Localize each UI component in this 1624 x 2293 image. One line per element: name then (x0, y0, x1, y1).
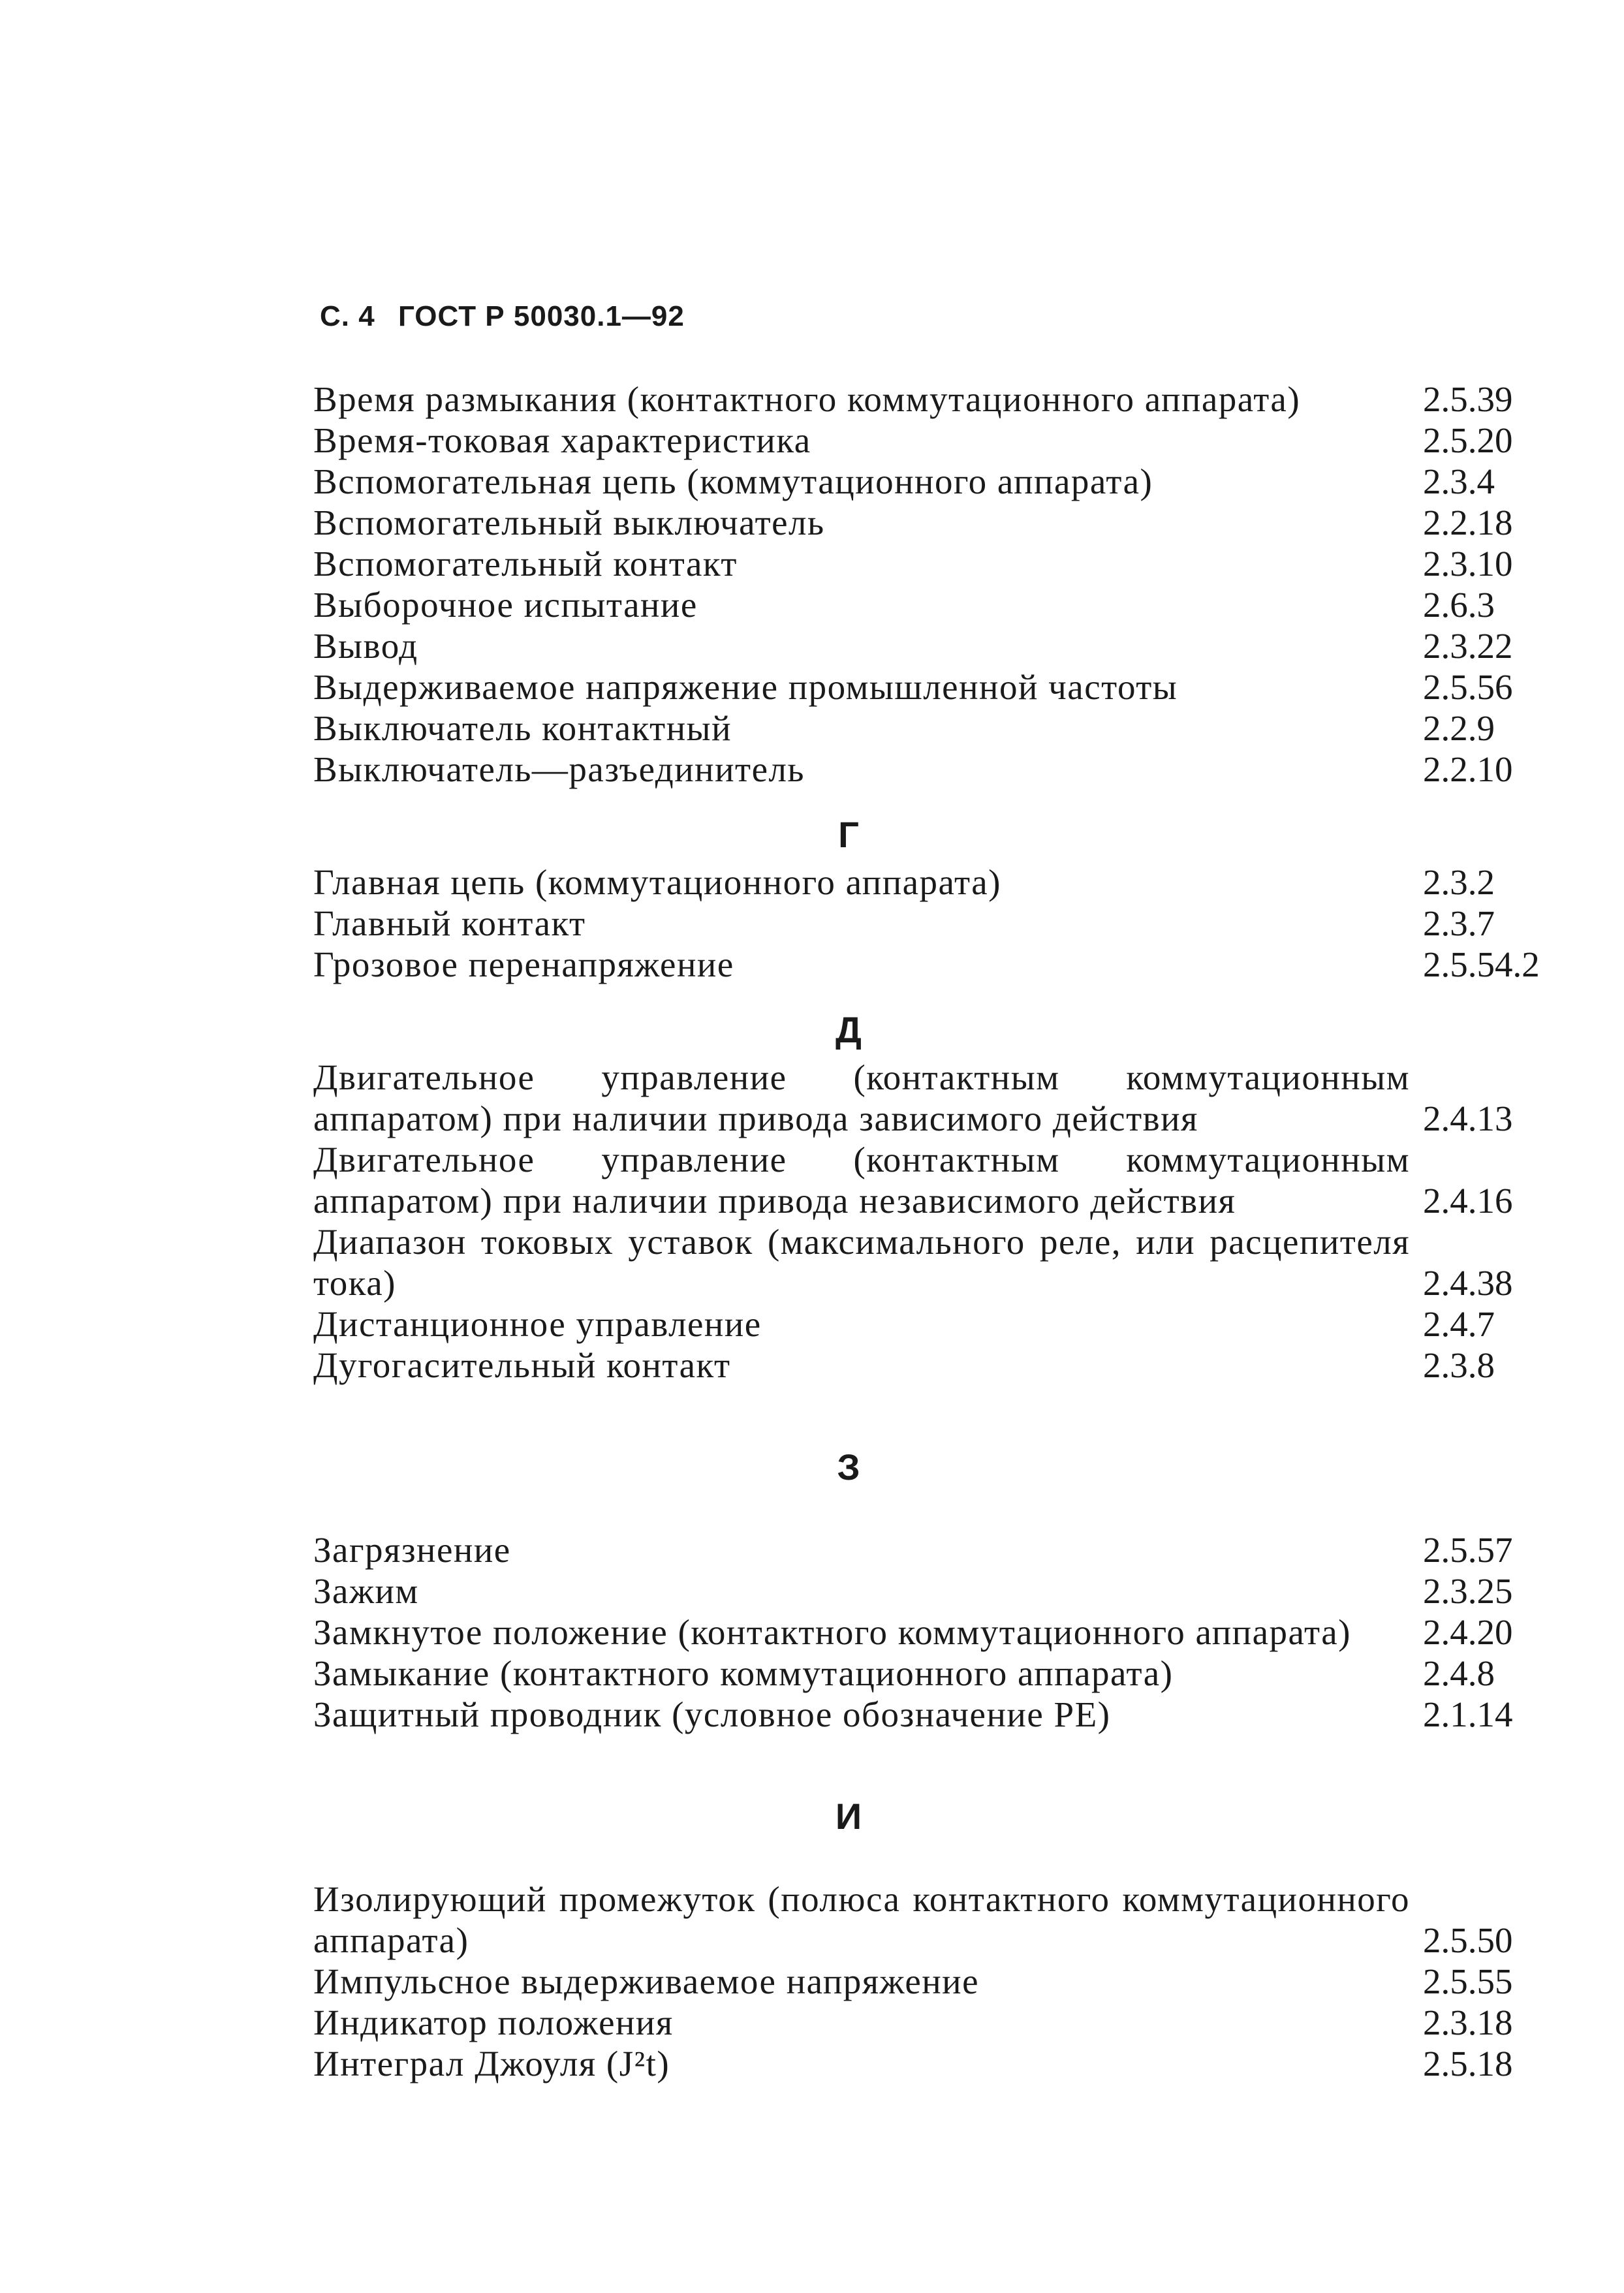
entry-term: Главная цепь (коммутационного аппарата) (313, 862, 1001, 902)
entry-ref: 2.2.10 (1423, 749, 1513, 789)
index-entry (313, 2002, 1580, 2043)
section-z (313, 1529, 1580, 1735)
entry-term: Время-токовая характеристика (313, 420, 811, 460)
entry-ref: 2.5.18 (1423, 2044, 1513, 2083)
entry-term: Замкнутое положение (контактного коммутационного аппарата) (313, 1612, 1351, 1652)
entry-ref: 2.2.9 (1423, 708, 1495, 748)
entry-ref: 2.5.56 (1423, 667, 1513, 707)
term-index (313, 379, 1580, 2084)
entry-term: Время размыкания (контактного коммутационного аппарата) (313, 379, 1301, 419)
entry-term: Выключатель—разъединитель (313, 749, 805, 789)
entry-term: Интеграл Джоуля (J²t) (313, 2044, 670, 2083)
index-entry (313, 1694, 1580, 1735)
entry-ref: 2.5.54.2 (1423, 944, 1540, 984)
entry-ref: 2.3.22 (1423, 626, 1513, 666)
entry-term: Вспомогательный выключатель (313, 503, 825, 542)
index-entry (313, 2043, 1580, 2084)
entry-ref: 2.4.38 (1423, 1263, 1513, 1303)
entry-term: Загрязнение (313, 1530, 511, 1570)
section-letter-i: И (835, 1796, 862, 1837)
index-entry (313, 502, 1580, 543)
index-entry (313, 1879, 1580, 1961)
entry-term: Выдерживаемое напряжение промышленной частоты (313, 667, 1178, 707)
entry-term: Изолирующий промежуток (полюса контактного коммутационного аппарата) (313, 1879, 1410, 1960)
entry-term: Грозовое перенапряжение (313, 944, 734, 984)
entry-ref: 2.2.18 (1423, 503, 1513, 542)
index-entry (313, 1612, 1580, 1653)
section-letter-z: З (837, 1446, 860, 1488)
section-letter-d: Д (835, 1009, 862, 1050)
index-entry (313, 903, 1580, 944)
entry-ref: 2.3.4 (1423, 461, 1495, 501)
entry-ref: 2.3.2 (1423, 862, 1495, 902)
section-g (313, 862, 1580, 985)
index-entry (313, 666, 1580, 708)
entry-term: Импульсное выдерживаемое напряжение (313, 1961, 980, 2001)
entry-ref: 2.5.50 (1423, 1920, 1513, 1960)
index-entry (313, 1057, 1580, 1139)
index-entry (313, 1139, 1580, 1221)
index-entry (313, 420, 1580, 461)
entry-ref: 2.3.10 (1423, 544, 1513, 584)
index-entry (313, 1570, 1580, 1612)
section-v (313, 379, 1580, 790)
section-i (313, 1879, 1580, 2084)
entry-term: Двигательное управление (контактным коммутационным аппаратом) при наличии привода независимого действия (313, 1140, 1410, 1221)
index-entry (313, 749, 1580, 790)
entry-ref: 2.1.14 (1423, 1694, 1513, 1734)
page-number: С. 4 (320, 300, 375, 332)
index-entry (313, 1303, 1580, 1345)
page-header (320, 300, 685, 333)
index-entry (313, 862, 1580, 903)
entry-term: Защитный проводник (условное обозначение PE) (313, 1694, 1111, 1734)
entry-term: Зажим (313, 1571, 419, 1611)
document-title: ГОСТ Р 50030.1—92 (398, 300, 685, 332)
entry-ref: 2.3.18 (1423, 2003, 1513, 2042)
entry-term: Выключатель контактный (313, 708, 732, 748)
entry-term: Вспомогательная цепь (коммутационного аппарата) (313, 461, 1153, 501)
index-entry (313, 708, 1580, 749)
index-entry (313, 1653, 1580, 1694)
section-letter-g: Г (838, 814, 859, 855)
index-entry (313, 1529, 1580, 1570)
entry-ref: 2.5.20 (1423, 420, 1513, 460)
entry-ref: 2.3.25 (1423, 1571, 1513, 1611)
index-entry (313, 1961, 1580, 2002)
index-entry (313, 1345, 1580, 1386)
section-d (313, 1057, 1580, 1386)
entry-term: Замыкание (контактного коммутационного аппарата) (313, 1653, 1174, 1693)
index-entry (313, 461, 1580, 502)
entry-ref: 2.5.39 (1423, 379, 1513, 419)
index-entry (313, 1221, 1580, 1303)
entry-ref: 2.3.8 (1423, 1345, 1495, 1385)
entry-ref: 2.5.57 (1423, 1530, 1513, 1570)
entry-ref: 2.4.20 (1423, 1612, 1513, 1652)
index-entry (313, 543, 1580, 584)
entry-ref: 2.4.8 (1423, 1653, 1495, 1693)
entry-term: Вспомогательный контакт (313, 544, 738, 584)
index-entry (313, 944, 1580, 985)
entry-term: Главный контакт (313, 903, 586, 943)
entry-term: Дистанционное управление (313, 1304, 762, 1344)
index-entry (313, 625, 1580, 666)
entry-ref: 2.6.3 (1423, 585, 1495, 625)
index-entry (313, 379, 1580, 420)
entry-ref: 2.5.55 (1423, 1961, 1513, 2001)
entry-ref: 2.4.16 (1423, 1181, 1513, 1221)
entry-term: Индикатор положения (313, 2003, 674, 2042)
entry-term: Диапазон токовых уставок (максимального реле, или расцепителя тока) (313, 1222, 1410, 1303)
entry-term: Вывод (313, 626, 418, 666)
entry-term: Двигательное управление (контактным коммутационным аппаратом) при наличии привода зависимого действия (313, 1057, 1410, 1138)
entry-ref: 2.4.7 (1423, 1304, 1495, 1344)
entry-ref: 2.3.7 (1423, 903, 1495, 943)
entry-ref: 2.4.13 (1423, 1099, 1513, 1138)
entry-term: Выборочное испытание (313, 585, 698, 625)
entry-term: Дугогасительный контакт (313, 1345, 731, 1385)
index-entry (313, 584, 1580, 625)
